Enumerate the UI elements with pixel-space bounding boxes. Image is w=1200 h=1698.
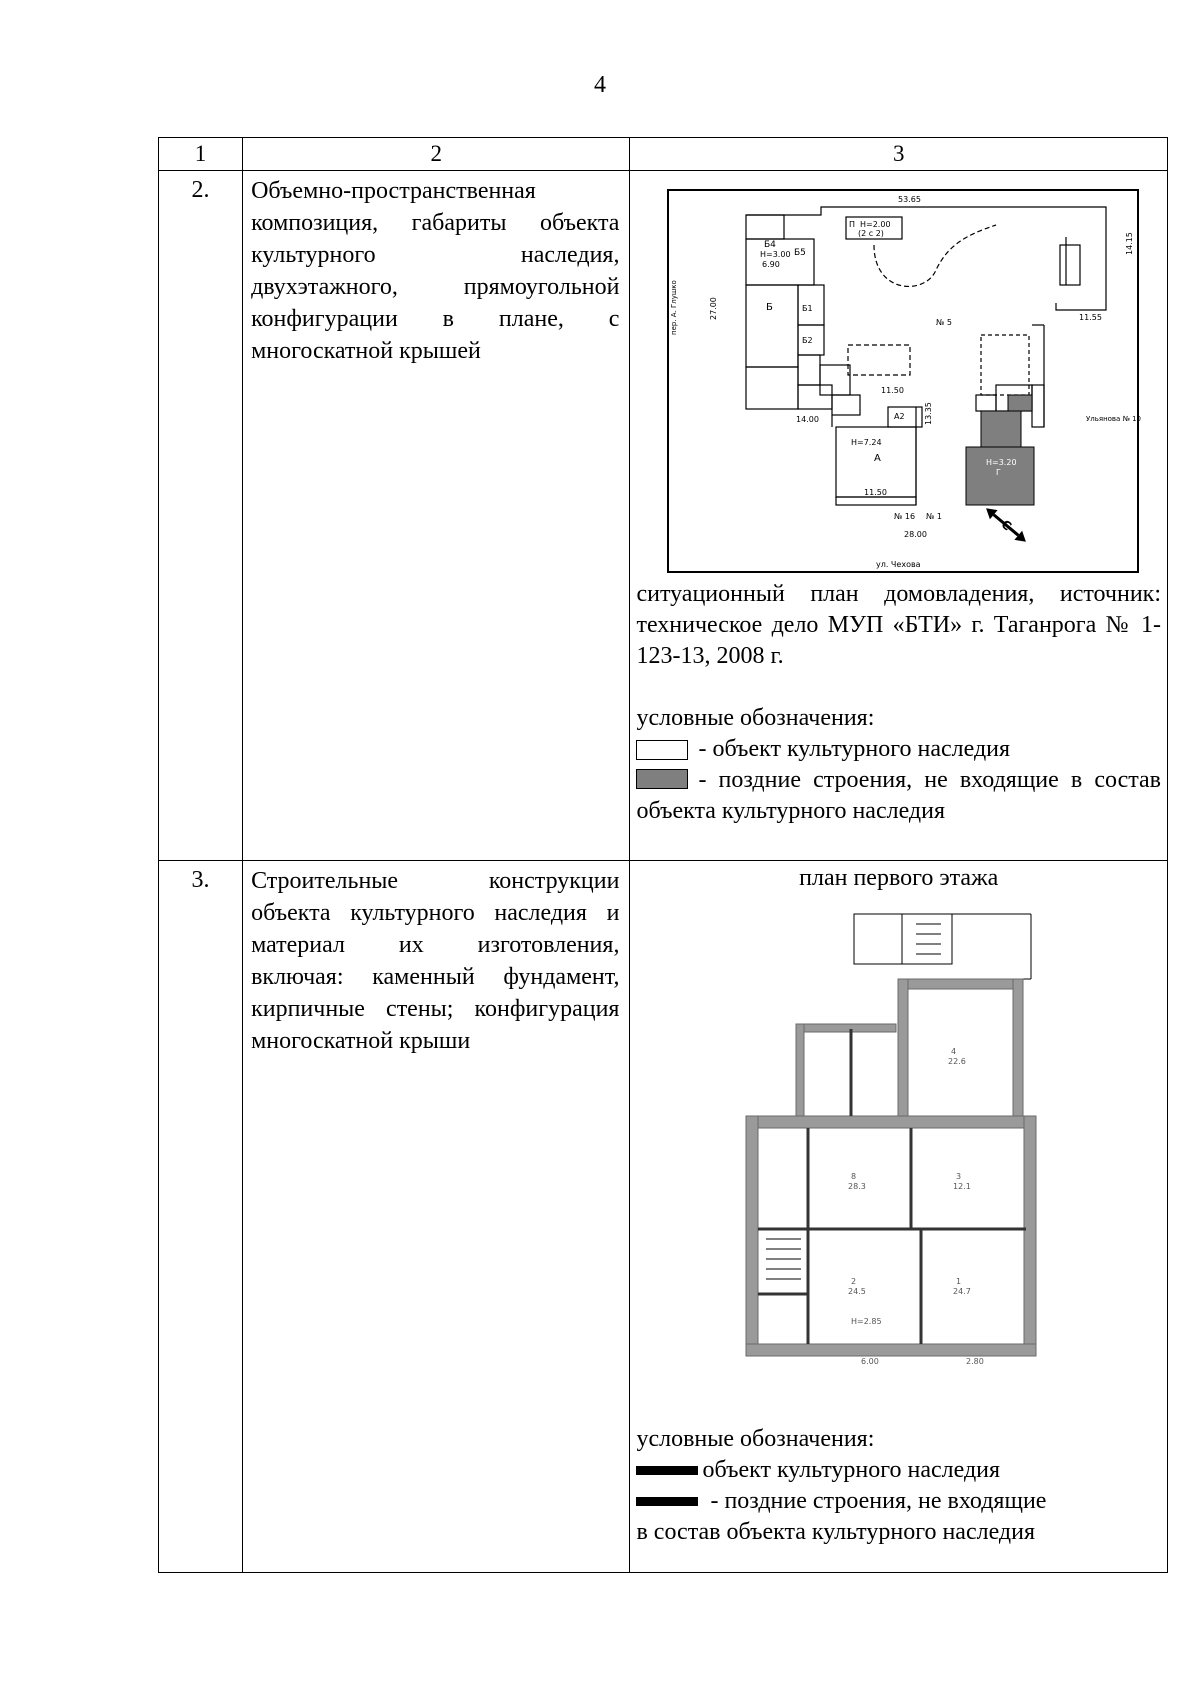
- plan-label: 6.90: [762, 260, 781, 269]
- svg-text:8: 8: [851, 1172, 857, 1181]
- table-header-row: [159, 138, 1168, 171]
- row-illustration-cell: [630, 171, 1168, 861]
- legend-swatch-late: [636, 1497, 698, 1506]
- plan-label: № 5: [936, 318, 953, 327]
- plan-label: А2: [894, 412, 906, 421]
- plan-label: Г: [996, 468, 1002, 477]
- legend-item: [636, 765, 1161, 827]
- legend-label: - объект культурного наследия: [698, 736, 1011, 762]
- plan-label: Б1: [802, 304, 814, 313]
- svg-text:1: 1: [956, 1277, 962, 1286]
- row-description: Объемно-пространственная композиция, габариты объекта культурного наследия, двухэтажного, прямоугольной конфигурации в плане, с многоскатной крышей: [243, 171, 630, 861]
- legend-swatch-heritage: [636, 1466, 698, 1475]
- plan-label: Н=7.24: [851, 438, 882, 447]
- legend-title: условные обозначения:: [636, 1426, 875, 1452]
- plan-label: 27.00: [709, 297, 719, 320]
- svg-text:4: 4: [951, 1047, 957, 1056]
- late-building-block: [1008, 395, 1032, 411]
- plan-label: пер. А. Глушко: [670, 280, 679, 335]
- svg-text:Н=2.85: Н=2.85: [851, 1317, 882, 1326]
- plan-label: Б5: [794, 248, 807, 258]
- plan-label: Б: [766, 302, 774, 313]
- plan-label: 11.55: [1079, 313, 1103, 322]
- plan-label: (2 с 2): [858, 229, 885, 238]
- svg-text:2.80: 2.80: [966, 1357, 985, 1366]
- plan-label: Н=2.00: [860, 220, 891, 229]
- plan-label: А: [874, 453, 882, 464]
- situation-plan-image: [636, 185, 1160, 585]
- svg-text:12.1: 12.1: [953, 1182, 972, 1191]
- plan-label: 28.00: [904, 530, 928, 539]
- legend-label: в состав объекта культурного наследия: [636, 1519, 1035, 1545]
- column-header: 2: [243, 138, 630, 171]
- floor-plan-title: план первого этажа: [799, 865, 999, 891]
- svg-text:2: 2: [851, 1277, 857, 1286]
- plan-label: Ульянова № 10: [1086, 415, 1142, 423]
- column-header: 3: [630, 138, 1168, 171]
- table-row: [159, 171, 1168, 861]
- legend-swatch-heritage: [636, 740, 688, 760]
- legend-swatch-late: [636, 769, 688, 789]
- svg-text:3: 3: [956, 1172, 962, 1181]
- svg-text:6.00: 6.00: [861, 1357, 880, 1366]
- svg-text:24.5: 24.5: [848, 1287, 867, 1296]
- late-building-block: [981, 411, 1021, 447]
- row-number: 3.: [159, 861, 243, 1573]
- legend-item: [636, 734, 1161, 765]
- svg-text:22.6: 22.6: [948, 1057, 967, 1066]
- plan-label: 11.50: [864, 488, 888, 497]
- plan-label: 13.35: [924, 402, 934, 425]
- plan-label: Н=3.20: [986, 458, 1017, 467]
- legend-title: условные обозначения:: [636, 705, 875, 731]
- legend-label: - поздние строения, не входящие в состав объекта культурного наследия: [636, 767, 1161, 824]
- heritage-table: [158, 137, 1168, 1573]
- page-number: 4: [594, 72, 606, 98]
- plan-label: П: [849, 220, 856, 229]
- row-description: Строительные конструкции объекта культурного наследия и материал их изготовления, включая: каменный фундамент, кирпичные стены; конфигурация многоскатной крыши: [243, 861, 630, 1573]
- svg-text:24.7: 24.7: [953, 1287, 972, 1296]
- plan-caption: ситуационный план домовладения, источник: техническое дело МУП «БТИ» г. Таганрога № 1-123-13, 2008 г.: [636, 581, 1161, 669]
- plan-label: 53.65: [898, 195, 922, 204]
- plan-label: 14.00: [796, 415, 820, 424]
- row-number: 2.: [159, 171, 243, 861]
- column-header: 1: [159, 138, 243, 171]
- legend-item: [636, 1455, 1161, 1486]
- plan-label: 11.50: [881, 386, 905, 395]
- plan-label: 14.15: [1125, 232, 1135, 255]
- plan-label: № 16: [894, 512, 916, 521]
- legend-label: - поздние строения, не входящие: [710, 1488, 1047, 1514]
- plan-label: ул. Чехова: [876, 560, 922, 569]
- row-illustration-cell: [630, 861, 1168, 1573]
- floor-plan-image: [636, 894, 1160, 1414]
- legend-item: [636, 1486, 1161, 1517]
- legend-label: объект культурного наследия: [702, 1457, 1001, 1483]
- svg-text:28.3: 28.3: [848, 1182, 867, 1191]
- plan-label: № 1: [926, 512, 943, 521]
- plan-label: Б2: [802, 336, 814, 345]
- svg-text:С: С: [998, 517, 1015, 534]
- plan-label: Н=3.00: [760, 250, 791, 259]
- table-row: [159, 861, 1168, 1573]
- plan-label: Б4: [764, 240, 777, 250]
